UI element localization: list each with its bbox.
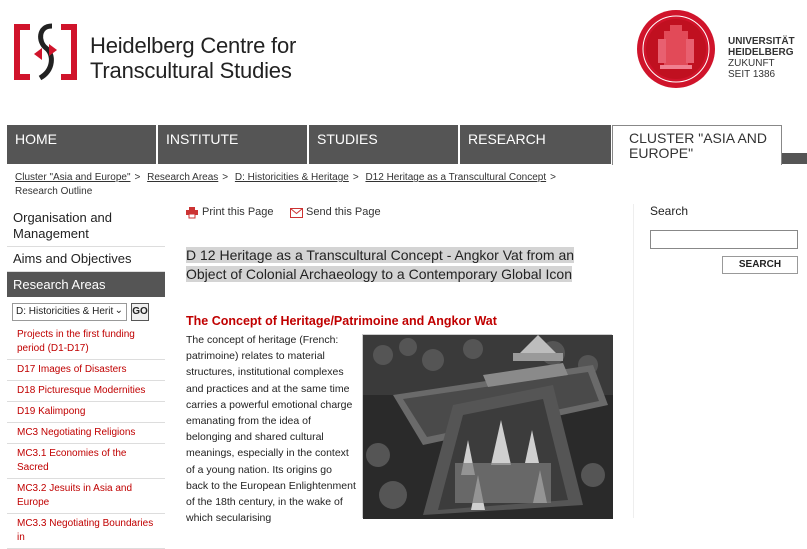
sidebar-subitem-mc3-1[interactable]: MC3.1 Economies of the Sacred — [7, 444, 165, 479]
print-page-link[interactable] — [186, 206, 274, 218]
nav-institute[interactable]: INSTITUTE — [158, 125, 307, 164]
print-page-label: Print this Page — [202, 206, 274, 218]
research-area-select-value: D: Historicities & Herit — [16, 306, 114, 317]
hcts-line1: Heidelberg Centre for — [90, 33, 297, 58]
breadcrumb-separator: > — [550, 172, 556, 183]
university-seal-icon[interactable] — [636, 9, 716, 89]
university-wordmark[interactable] — [728, 36, 795, 80]
sidebar-subitem-d18[interactable]: D18 Picturesque Modernities — [7, 381, 165, 402]
research-area-picker — [7, 297, 165, 325]
sidebar-subitem-d19[interactable]: D19 Kalimpong — [7, 402, 165, 423]
sidebar-subitem-d17[interactable]: D17 Images of Disasters — [7, 360, 165, 381]
search-button[interactable]: SEARCH — [722, 256, 798, 274]
page-header — [0, 0, 800, 125]
breadcrumb — [15, 171, 625, 199]
send-page-label: Send this Page — [306, 206, 381, 218]
breadcrumb-link-historicities[interactable]: D: Historicities & Heritage — [234, 172, 349, 183]
chevron-down-icon: ⌄ — [114, 305, 123, 316]
sidebar-item-research-areas[interactable]: Research Areas — [7, 272, 165, 297]
hcts-logo-icon[interactable] — [8, 18, 83, 86]
hcts-line2: Transcultural Studies — [90, 58, 292, 83]
nav-strip — [782, 153, 807, 164]
uni-line4: SEIT 1386 — [728, 69, 776, 80]
photo-illustration — [363, 335, 613, 519]
nav-studies[interactable]: STUDIES — [309, 125, 458, 164]
uni-line2: HEIDELBERG — [728, 47, 794, 58]
hcts-wordmark[interactable] — [90, 33, 296, 83]
nav-research[interactable]: RESEARCH — [460, 125, 611, 164]
article-body: The concept of heritage (French: patrimoine) relates to material structures, institutional complexes and practices and at the same time carries a powerful emotional charge emanating from the idea of belonging and shared cultural meanings, especially in the context of a young nation. Its origins go back to the European Enlightenment of the 18th century, in the wake of which secularising — [186, 334, 356, 525]
envelope-icon — [290, 207, 302, 218]
sidebar-item-aims[interactable]: Aims and Objectives — [7, 247, 165, 272]
sidebar-item-organisation[interactable]: Organisation and Management — [7, 206, 165, 247]
research-area-select[interactable] — [12, 303, 127, 321]
uni-line3: ZUKUNFT — [728, 58, 775, 69]
main-navigation — [7, 125, 800, 164]
page-title — [186, 246, 604, 284]
breadcrumb-separator: > — [352, 172, 359, 183]
sidebar-subitem-mc3-3[interactable]: MC3.3 Negotiating Boundaries in — [7, 514, 165, 549]
breadcrumb-link-d12[interactable]: D12 Heritage as a Transcultural Concept — [365, 172, 547, 183]
nav-cluster-asia-europe[interactable]: CLUSTER "ASIA AND EUROPE" — [612, 125, 782, 165]
sidebar-subitem-mc3-2[interactable]: MC3.2 Jesuits in Asia and Europe — [7, 479, 165, 514]
section-heading: The Concept of Heritage/Patrimoine and Angkor Wat — [186, 314, 497, 328]
search-input[interactable] — [650, 230, 798, 249]
breadcrumb-separator: > — [134, 172, 141, 183]
breadcrumb-current: Research Outline — [15, 186, 93, 197]
printer-icon — [186, 207, 198, 218]
breadcrumb-link-cluster[interactable]: Cluster "Asia and Europe" — [15, 172, 131, 183]
sidebar — [7, 206, 165, 549]
search-panel — [650, 204, 800, 270]
angkor-wat-aerial-photo — [362, 334, 612, 518]
uni-line1: UNIVERSITÄT — [728, 36, 795, 47]
nav-home[interactable]: HOME — [7, 125, 156, 164]
sidebar-subitem-first-funding[interactable]: Projects in the first funding period (D1-D17) — [7, 325, 165, 360]
search-label: Search — [650, 204, 689, 218]
page-title-text: D 12 Heritage as a Transcultural Concept - Angkor Vat from an Object of Colonial Archaeology to a Contemporary Global Icon — [186, 247, 575, 282]
breadcrumb-link-research-areas[interactable]: Research Areas — [147, 172, 219, 183]
breadcrumb-separator: > — [222, 172, 229, 183]
sidebar-subitem-mc3[interactable]: MC3 Negotiating Religions — [7, 423, 165, 444]
column-divider — [633, 204, 634, 518]
go-button[interactable]: GO — [131, 303, 149, 321]
send-page-link[interactable] — [290, 206, 381, 218]
